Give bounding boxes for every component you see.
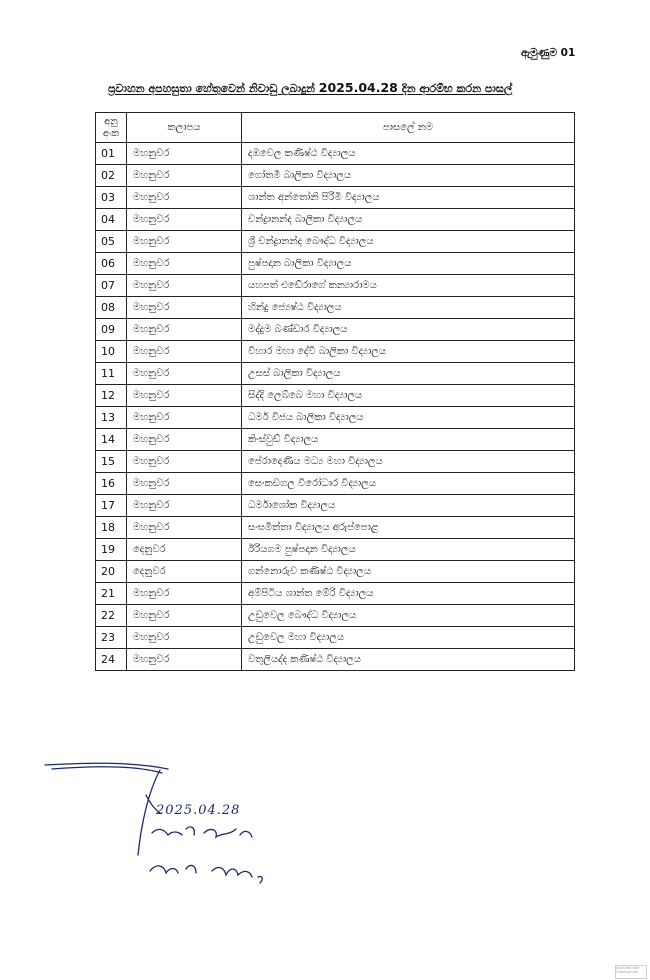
serial-number-cell: 11 — [96, 363, 127, 385]
zone-cell: මහනුවර — [127, 495, 242, 517]
school-name-cell: ධර්ම විජය බාලිකා විද්‍යාලය — [242, 407, 575, 429]
school-name-cell: උඩුවෙල මහා විද්‍යාලය — [242, 627, 575, 649]
school-name-cell: ශ්‍රී චන්ද්‍රානන්ද බෞද්ධ විද්‍යාලය — [242, 231, 575, 253]
zone-cell: මහනුවර — [127, 517, 242, 539]
zone-cell: මහනුවර — [127, 473, 242, 495]
serial-number-cell: 16 — [96, 473, 127, 495]
school-name-cell: ඊරියගම පුෂ්පදාන විද්‍යාලය — [242, 539, 575, 561]
table-row — [96, 231, 575, 253]
zone-cell: මහනුවර — [127, 165, 242, 187]
serial-number-cell: 20 — [96, 561, 127, 583]
serial-number-cell: 05 — [96, 231, 127, 253]
school-name-cell: ගන්නොරුව කණිෂ්ඨ විද්‍යාලය — [242, 561, 575, 583]
zone-cell: මහනුවර — [127, 341, 242, 363]
table-row — [96, 253, 575, 275]
handwritten-signature — [40, 755, 280, 895]
table-row — [96, 363, 575, 385]
scanner-stamp: Scanned with CamScanner — [615, 965, 647, 979]
school-name-cell: ගෝතමී බාලිකා විද්‍යාලය — [242, 165, 575, 187]
header-serial-line2: අංක — [103, 127, 119, 139]
serial-number-cell: 03 — [96, 187, 127, 209]
serial-number-cell: 22 — [96, 605, 127, 627]
header-serial-line1: අනු — [104, 115, 118, 127]
school-name-cell: පේරාදෙණිය මධ්‍ය මහා විද්‍යාලය — [242, 451, 575, 473]
school-name-cell: හින්දු ජ්‍යෙෂ්ඨ විද්‍යාලය — [242, 297, 575, 319]
zone-cell: මහනුවර — [127, 583, 242, 605]
table-row — [96, 539, 575, 561]
serial-number-cell: 08 — [96, 297, 127, 319]
serial-number-cell: 06 — [96, 253, 127, 275]
school-name-cell: මද්දුම බණ්ඩාර විද්‍යාලය — [242, 319, 575, 341]
zone-cell: දෙනුවර — [127, 539, 242, 561]
school-name-cell: ශාන්ත අන්තෝනි පිරිමි විද්‍යාලය — [242, 187, 575, 209]
table-header-row — [96, 113, 575, 143]
table-row — [96, 495, 575, 517]
zone-cell: මහනුවර — [127, 649, 242, 671]
serial-number-cell: 24 — [96, 649, 127, 671]
school-name-cell: විහාර මහා දේවී බාලිකා විද්‍යාලය — [242, 341, 575, 363]
serial-number-cell: 23 — [96, 627, 127, 649]
header-serial-number — [96, 113, 127, 143]
school-name-cell: සංඝමිත්තා විද්‍යාලය අරුප්පොළ — [242, 517, 575, 539]
zone-cell: මහනුවර — [127, 451, 242, 473]
table-row — [96, 561, 575, 583]
annex-label: ඇමුණුම 01 — [521, 47, 576, 59]
table-row — [96, 627, 575, 649]
serial-number-cell: 12 — [96, 385, 127, 407]
zone-cell: මහනුවර — [127, 319, 242, 341]
school-name-cell: යහපත් එඩේරාගේ කන්‍යාරාමය — [242, 275, 575, 297]
serial-number-cell: 07 — [96, 275, 127, 297]
header-school-name: පාසලේ නම — [242, 113, 575, 143]
zone-cell: මහනුවර — [127, 627, 242, 649]
school-name-cell: උසස් බාලිකා විද්‍යාලය — [242, 363, 575, 385]
school-name-cell: වතුලියද්ද කණිෂ්ඨ විද්‍යාලය — [242, 649, 575, 671]
schools-table — [95, 112, 575, 671]
serial-number-cell: 14 — [96, 429, 127, 451]
table-row — [96, 429, 575, 451]
zone-cell: මහනුවර — [127, 297, 242, 319]
table-row — [96, 407, 575, 429]
heading-text-end: දින ආරම්භ කරන පාසල් — [397, 82, 513, 95]
school-name-cell: සිද්දි ලෙබ්බෙ මහා විද්‍යාලය — [242, 385, 575, 407]
serial-number-cell: 15 — [96, 451, 127, 473]
table-row — [96, 165, 575, 187]
table-row — [96, 649, 575, 671]
school-name-cell: පුෂ්පදාන බාලිකා විද්‍යාලය — [242, 253, 575, 275]
zone-cell: මහනුවර — [127, 187, 242, 209]
school-name-cell: ධර්මාශෝක විද්‍යාලය — [242, 495, 575, 517]
school-name-cell: කිංස්වුඩ් විද්‍යාලය — [242, 429, 575, 451]
table-row — [96, 473, 575, 495]
table-row — [96, 385, 575, 407]
zone-cell: මහනුවර — [127, 253, 242, 275]
document-heading — [108, 80, 563, 96]
serial-number-cell: 19 — [96, 539, 127, 561]
table-row — [96, 583, 575, 605]
zone-cell: මහනුවර — [127, 143, 242, 165]
school-name-cell: උඩුවෙල බෞද්ධ විද්‍යාලය — [242, 605, 575, 627]
heading-text-start: ප්‍රවාහන අපහසුතා හේතුවෙන් නිවාඩු ලබාදුන් — [108, 82, 319, 95]
school-name-cell: චන්ද්‍රානන්ද බාලිකා විද්‍යාලය — [242, 209, 575, 231]
table-row — [96, 187, 575, 209]
serial-number-cell: 21 — [96, 583, 127, 605]
zone-cell: මහනුවර — [127, 407, 242, 429]
table-row — [96, 209, 575, 231]
serial-number-cell: 18 — [96, 517, 127, 539]
zone-cell: දෙනුවර — [127, 561, 242, 583]
table-row — [96, 275, 575, 297]
header-zone: කලාපය — [127, 113, 242, 143]
table-row — [96, 341, 575, 363]
school-name-cell: සෙංකඩගල වීරෝධාර විද්‍යාලය — [242, 473, 575, 495]
signature-date: 2025.04.28 — [156, 803, 241, 818]
school-name-cell: අම්පිටිය ශාන්ත මේරි විද්‍යාලය — [242, 583, 575, 605]
heading-date: 2025.04.28 — [318, 80, 398, 95]
zone-cell: මහනුවර — [127, 209, 242, 231]
serial-number-cell: 02 — [96, 165, 127, 187]
table-row — [96, 451, 575, 473]
zone-cell: මහනුවර — [127, 363, 242, 385]
serial-number-cell: 09 — [96, 319, 127, 341]
serial-number-cell: 13 — [96, 407, 127, 429]
zone-cell: මහනුවර — [127, 429, 242, 451]
school-name-cell: දඹවෙල කණිෂ්ඨ විද්‍යාලය — [242, 143, 575, 165]
zone-cell: මහනුවර — [127, 605, 242, 627]
table-row — [96, 297, 575, 319]
zone-cell: මහනුවර — [127, 231, 242, 253]
table-row — [96, 517, 575, 539]
serial-number-cell: 01 — [96, 143, 127, 165]
table-body — [96, 143, 575, 671]
table-row — [96, 143, 575, 165]
table-row — [96, 319, 575, 341]
zone-cell: මහනුවර — [127, 275, 242, 297]
table-row — [96, 605, 575, 627]
serial-number-cell: 17 — [96, 495, 127, 517]
serial-number-cell: 10 — [96, 341, 127, 363]
zone-cell: මහනුවර — [127, 385, 242, 407]
serial-number-cell: 04 — [96, 209, 127, 231]
